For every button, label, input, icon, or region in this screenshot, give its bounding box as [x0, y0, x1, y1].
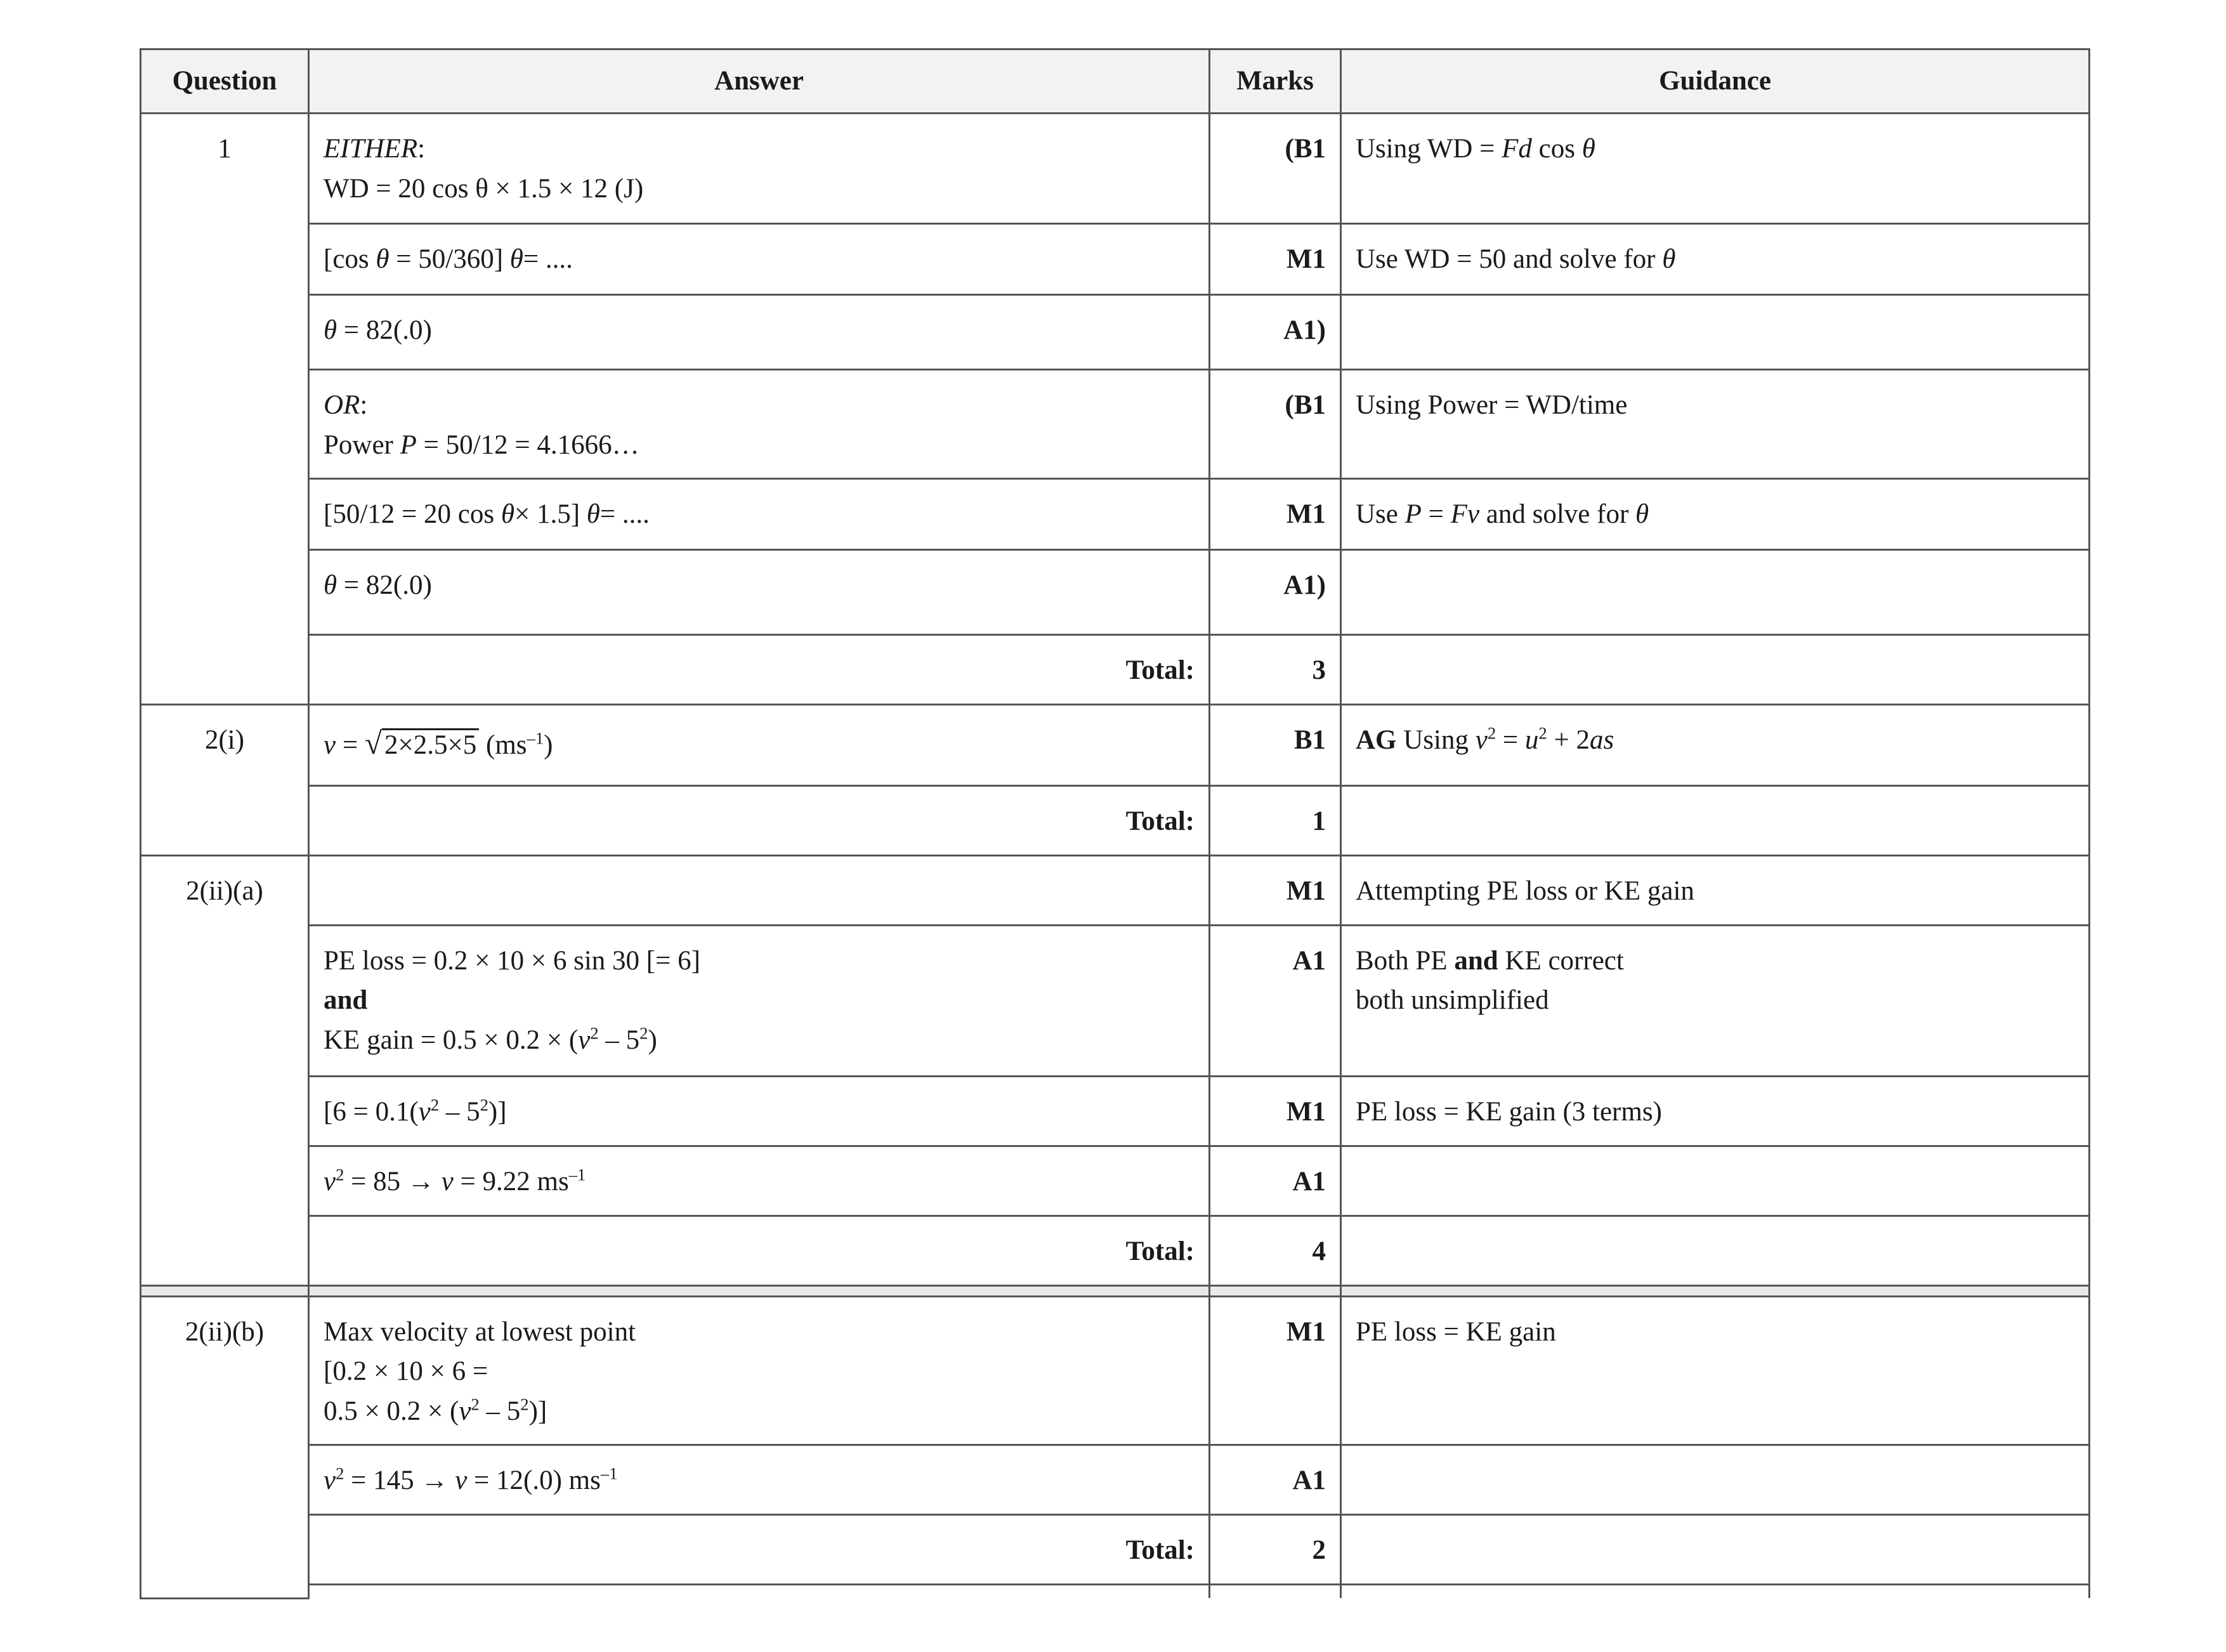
total-marks: 1	[1210, 786, 1341, 856]
answer-cell: OR: Power P = 50/12 = 4.1666…	[309, 370, 1210, 479]
guidance-cell	[1341, 295, 2090, 370]
guidance-cell	[1341, 1515, 2090, 1585]
or-label: OR	[324, 390, 360, 421]
marks-cell: (B1	[1210, 370, 1341, 479]
total-row	[141, 1216, 2090, 1286]
total-label: Total:	[309, 635, 1210, 705]
table-row	[141, 1297, 2090, 1445]
guidance-cell: PE loss = KE gain (3 terms)	[1341, 1077, 2090, 1146]
total-marks: 3	[1210, 635, 1341, 705]
sqrt-radicand: 2×2.5×5	[382, 728, 479, 760]
marks-cell: (B1	[1210, 114, 1341, 224]
total-label: Total:	[309, 1515, 1210, 1585]
table-row	[141, 114, 2090, 224]
total-marks: 2	[1210, 1515, 1341, 1585]
answer-cell: $v^2 = 85 \to v = 9.22$ $ms^{-1}$	[309, 1146, 1210, 1216]
guidance-cell	[1341, 1216, 2090, 1286]
marks-cell: A1	[1210, 926, 1341, 1077]
guidance-cell: Attempting PE loss or KE gain	[1341, 856, 2090, 926]
total-marks: 4	[1210, 1216, 1341, 1286]
header-answer: Answer	[309, 49, 1210, 114]
answer-cell	[309, 856, 1210, 926]
guidance-cell	[1341, 635, 2090, 705]
guidance-cell: PE loss = KE gain	[1341, 1297, 2090, 1445]
continuation-row	[141, 1585, 2090, 1599]
question-number: 2(ii)(b)	[141, 1297, 309, 1599]
mark-scheme-table	[140, 48, 2090, 1599]
guidance-cell: Use WD = 50 and solve for θ	[1341, 224, 2090, 295]
total-label: Total:	[309, 1216, 1210, 1286]
answer-cell: EITHER: WD = 20 cos θ × 1.5 × 12 (J)	[309, 114, 1210, 224]
marks-cell: M1	[1210, 1297, 1341, 1445]
answer-cell: Max velocity at lowest point [0.2 × 10 × 6 = $0.5 \times 0.2 \times (v^2 - 5^2)$]	[309, 1297, 1210, 1445]
header-marks: Marks	[1210, 49, 1341, 114]
marks-cell: M1	[1210, 224, 1341, 295]
header-guidance: Guidance	[1341, 49, 2090, 114]
answer-cell: $[6 = 0.1(v^2 - 5^2)]$	[309, 1077, 1210, 1146]
table-row	[141, 1077, 2090, 1146]
table-row	[141, 705, 2090, 786]
total-row	[141, 635, 2090, 705]
question-number: 2(i)	[141, 705, 309, 856]
total-label: Total:	[309, 786, 1210, 856]
answer-cell: PE loss = 0.2 × 10 × 6 sin 30 [= 6] and KE gain = $0.5 \times 0.2 \times (v^2 - 5^2)$	[309, 926, 1210, 1077]
question-number: 1	[141, 114, 309, 705]
either-label: EITHER	[324, 134, 418, 164]
table-row	[141, 224, 2090, 295]
marks-cell: B1	[1210, 705, 1341, 786]
answer-cell: θ = 82(.0)	[309, 550, 1210, 635]
header-question: Question	[141, 49, 309, 114]
marks-cell: A1)	[1210, 295, 1341, 370]
guidance-cell	[1341, 550, 2090, 635]
header-row	[141, 49, 2090, 114]
table-row	[141, 1146, 2090, 1216]
table-row	[141, 926, 2090, 1077]
marks-cell: M1	[1210, 479, 1341, 550]
guidance-cell: Using WD = Fd cos θ	[1341, 114, 2090, 224]
guidance-cell: Using Power = WD/time	[1341, 370, 2090, 479]
guidance-cell	[1341, 786, 2090, 856]
table-row	[141, 295, 2090, 370]
guidance-cell	[1341, 1445, 2090, 1515]
total-row	[141, 1515, 2090, 1585]
answer-cell: $v^2 = 145 \to v = 12(.0)$ $ms^{-1}$	[309, 1445, 1210, 1515]
table-row	[141, 856, 2090, 926]
guidance-cell: AG Using $v^2 = u^2 + 2as$	[1341, 705, 2090, 786]
answer-cell: θ = 82(.0)	[309, 295, 1210, 370]
answer-text: WD = 20 cos θ × 1.5 × 12 (J)	[324, 173, 644, 204]
total-row	[141, 786, 2090, 856]
marks-cell: A1	[1210, 1146, 1341, 1216]
guidance-cell: Both PE and KE correct both unsimplified	[1341, 926, 2090, 1077]
guidance-cell	[1341, 1146, 2090, 1216]
marks-cell: A1	[1210, 1445, 1341, 1515]
question-number: 2(ii)(a)	[141, 856, 309, 1286]
answer-cell: [cos θ = 50/360] θ= ....	[309, 224, 1210, 295]
marks-cell: M1	[1210, 1077, 1341, 1146]
answer-cell: [50/12 = 20 cos θ× 1.5] θ= ....	[309, 479, 1210, 550]
table-row	[141, 370, 2090, 479]
answer-cell: v = √2×2.5×5 $(ms^{-1})$	[309, 705, 1210, 786]
marks-cell: A1)	[1210, 550, 1341, 635]
table-row	[141, 479, 2090, 550]
table-row	[141, 550, 2090, 635]
marks-cell: M1	[1210, 856, 1341, 926]
table-row	[141, 1445, 2090, 1515]
section-separator	[141, 1286, 2090, 1297]
guidance-cell: Use P = Fv and solve for θ	[1341, 479, 2090, 550]
